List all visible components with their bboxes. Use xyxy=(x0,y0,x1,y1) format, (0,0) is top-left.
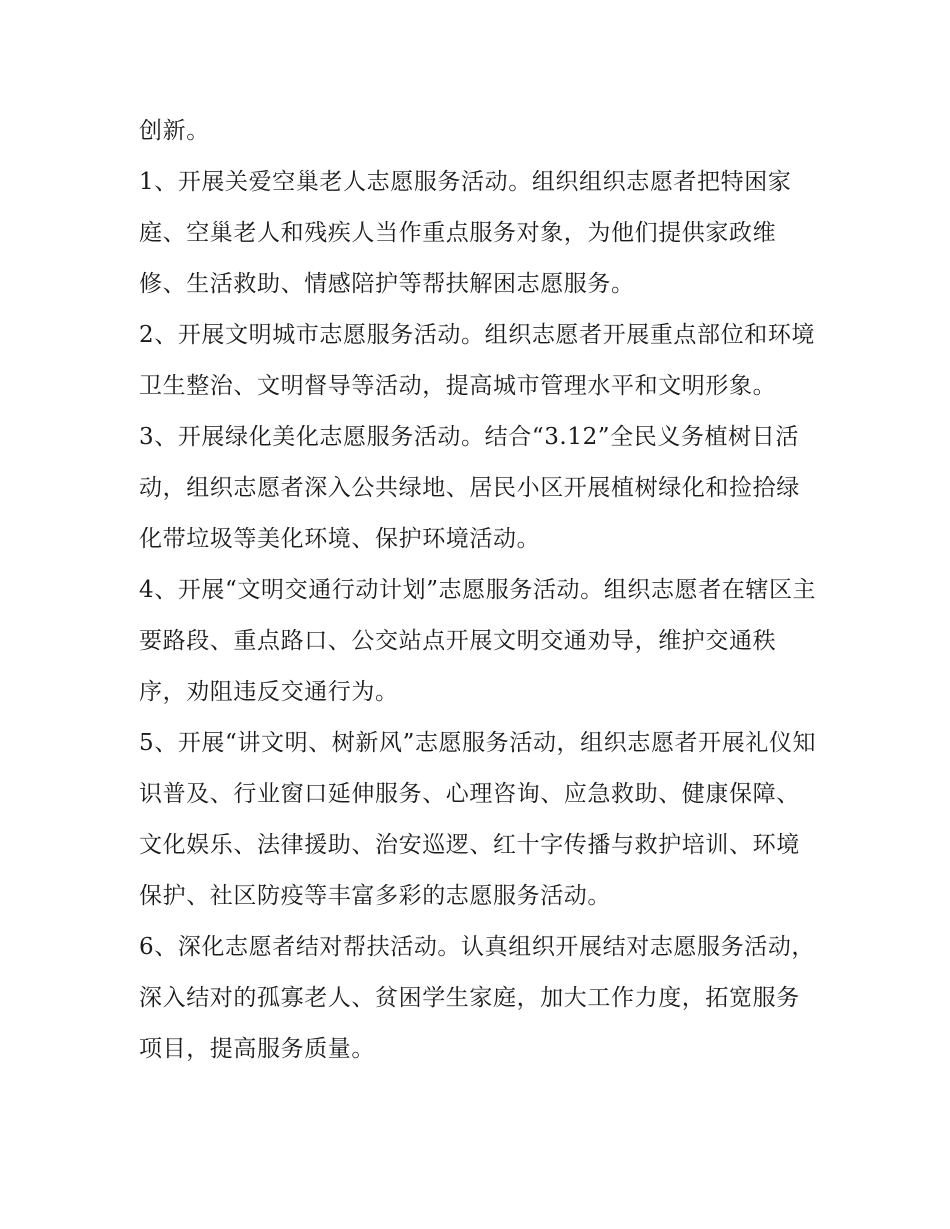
paragraph-item-6: 6、深化志愿者结对帮扶活动。认真组织开展结对志愿服务活动，深入结对的孤寡老人、贫困学生家庭，加大工作力度，拓宽服务项目，提高服务质量。 xyxy=(139,934,816,1062)
paragraph-item-3: 3、开展绿化美化志愿服务活动。结合“3.12”全民义务植树日活动，组织志愿者深入公共绿地、居民小区开展植树绿化和捡拾绿化带垃圾等美化环境、保护环境活动。 xyxy=(139,424,800,552)
paragraph-item-2: 2、开展文明城市志愿服务活动。组织志愿者开展重点部位和环境卫生整治、文明督导等活动，提高城市管理水平和文明形象。 xyxy=(139,322,816,399)
paragraph-continuation: 创新。 xyxy=(139,118,210,144)
paragraph-item-1: 1、开展关爱空巢老人志愿服务活动。组织组织志愿者把特困家庭、空巢老人和残疾人当作重点服务对象，为他们提供家政维修、生活救助、情感陪护等帮扶解困志愿服务。 xyxy=(139,169,792,297)
paragraph-item-5: 5、开展“讲文明、树新风”志愿服务活动，组织志愿者开展礼仪知识普及、行业窗口延伸服务、心理咨询、应急救助、健康保障、文化娱乐、法律援助、治安巡逻、红十字传播与救护培训、环境保护、社区防疫等丰富多彩的志愿服务活动。 xyxy=(139,730,817,909)
paragraph-item-4: 4、开展“文明交通行动计划”志愿服务活动。组织志愿者在辖区主要路段、重点路口、公交站点开展文明交通劝导，维护交通秩序，劝阻违反交通行为。 xyxy=(139,577,817,705)
document-body xyxy=(139,106,819,1075)
